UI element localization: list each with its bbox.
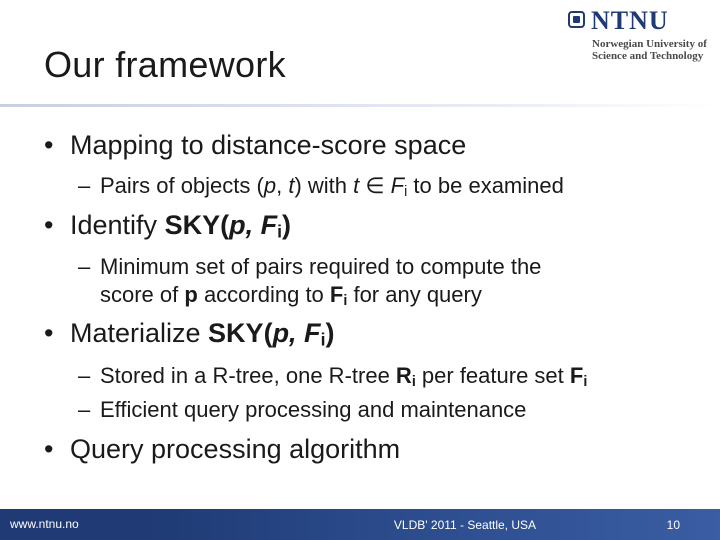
- dash-icon: –: [78, 397, 91, 422]
- continuation-line: [78, 281, 541, 315]
- text: Efficient query processing and maintenance: [100, 397, 527, 422]
- dash-icon: –: [78, 254, 91, 279]
- paren: ): [281, 210, 291, 240]
- footer-venue: VLDB' 2011 - Seattle, USA: [393, 518, 537, 532]
- var-t: t: [288, 173, 295, 198]
- sub-bullet-3-1: [78, 362, 587, 396]
- subscript: i: [411, 373, 416, 390]
- var-t: t: [353, 173, 360, 198]
- logo-subtitle: [592, 38, 707, 62]
- page-number: 10: [666, 518, 680, 532]
- bullet-4-text: Query processing algorithm: [70, 434, 401, 464]
- text: ,: [276, 173, 289, 198]
- bullet-dot-icon: •: [44, 130, 54, 160]
- text: per feature set: [415, 363, 570, 388]
- subscript: i: [583, 373, 588, 390]
- element-of-symbol: ∈: [359, 173, 391, 198]
- text: ) with: [294, 173, 354, 198]
- var-p: p: [184, 282, 198, 307]
- bullet-3: [44, 318, 334, 351]
- bullet-dot-icon: •: [44, 210, 54, 240]
- footer-url-link[interactable]: www.ntnu.no: [10, 517, 79, 531]
- text: Minimum set of pairs required to compute the: [100, 254, 542, 279]
- footer-main-panel: [145, 509, 720, 540]
- bullet-4: [44, 434, 400, 465]
- var-F: F: [390, 173, 405, 198]
- footer-left-panel: [0, 509, 145, 540]
- text: for any query: [347, 282, 482, 307]
- bullet-1: [44, 130, 466, 161]
- ntnu-logo-icon: [568, 11, 585, 28]
- var-F: F: [569, 363, 584, 388]
- text: score of: [100, 282, 185, 307]
- subscript: i: [404, 183, 408, 200]
- text: Pairs of objects (: [100, 173, 264, 198]
- subscript: i: [343, 292, 348, 309]
- ntnu-logo: [565, 6, 715, 64]
- text: Identify: [70, 210, 165, 240]
- subscript: i: [320, 329, 326, 350]
- bullet-1-text: Mapping to distance-score space: [70, 130, 467, 160]
- sky-args: p, F: [272, 318, 321, 348]
- subscript: i: [277, 221, 282, 242]
- dash-icon: –: [78, 173, 91, 198]
- footer-bar: [0, 509, 720, 540]
- dash-icon: –: [78, 363, 91, 388]
- var-p: p: [263, 173, 277, 198]
- text: Stored in a R-tree, one R-tree: [100, 363, 396, 388]
- text: according to: [197, 282, 330, 307]
- paren: ): [325, 318, 335, 348]
- sky-args: p, F: [229, 210, 278, 240]
- logo-name: NTNU: [591, 6, 669, 35]
- logo-subtitle-line2: Science and Technology: [592, 50, 704, 62]
- sub-bullet-2-1: [78, 253, 541, 315]
- bullet-dot-icon: •: [44, 318, 54, 348]
- logo-subtitle-line1: Norwegian University of: [592, 38, 707, 50]
- sky-label: SKY(: [164, 210, 230, 240]
- text: Materialize: [70, 318, 209, 348]
- title-divider: [0, 104, 720, 107]
- bullet-dot-icon: •: [44, 434, 54, 464]
- sky-label: SKY(: [208, 318, 273, 348]
- var-R: R: [395, 363, 412, 388]
- sub-bullet-1-1: [78, 172, 564, 206]
- slide-title: Our framework: [44, 44, 286, 85]
- bullet-2: [44, 210, 291, 243]
- var-F: F: [329, 282, 344, 307]
- text: to be examined: [407, 173, 564, 198]
- sub-bullet-3-2: [78, 396, 526, 424]
